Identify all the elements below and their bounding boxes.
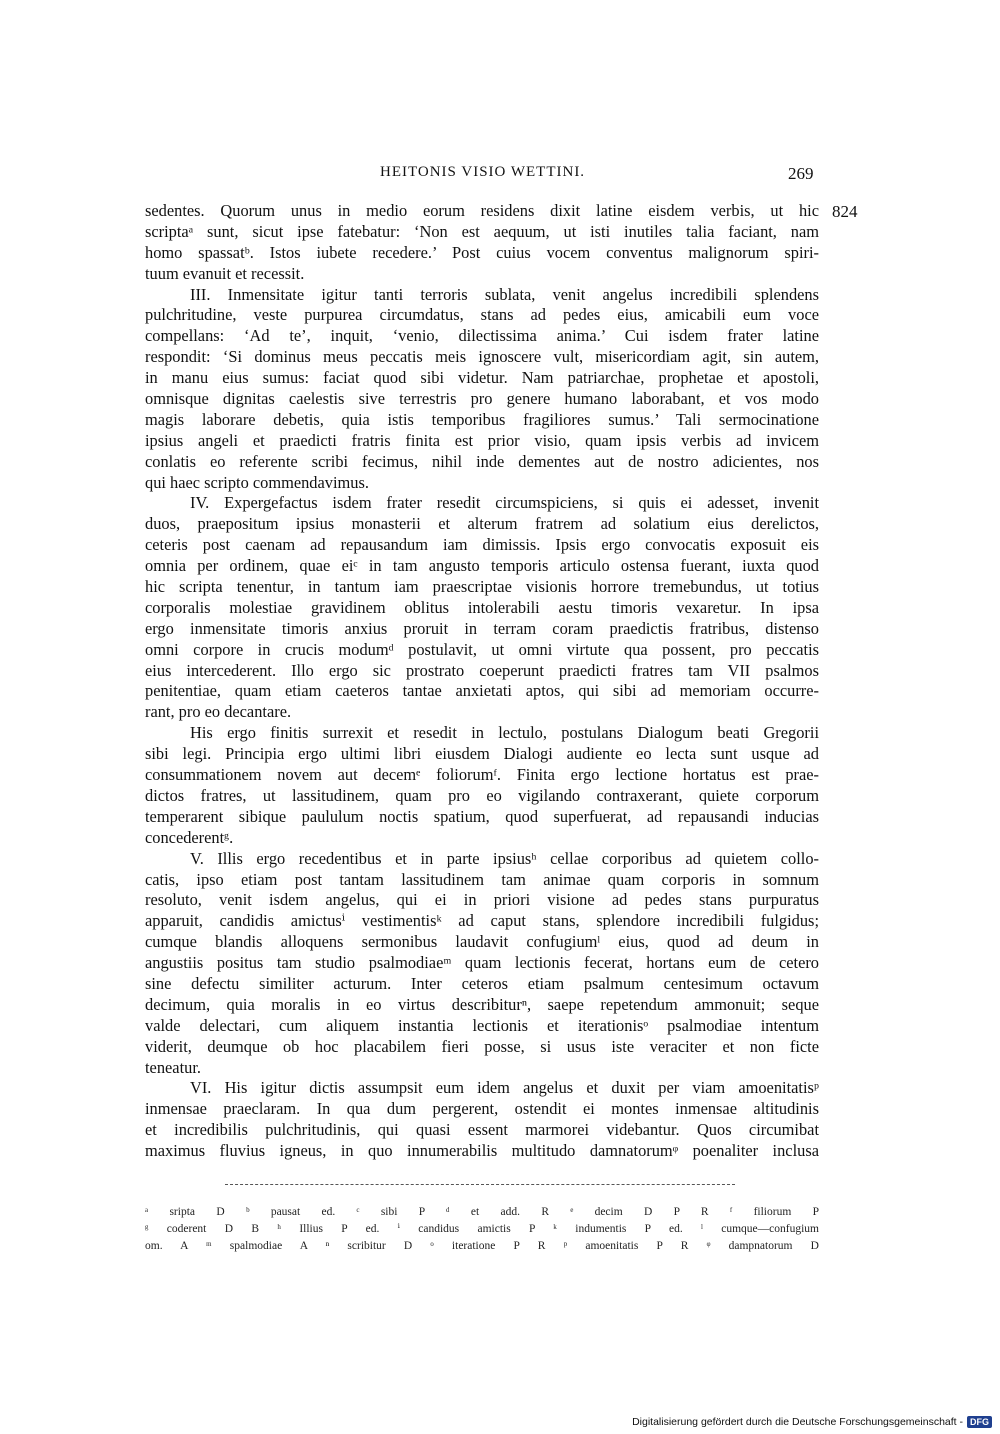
text-line: magis laborare debetis, quia istis temporibus fragiliores sumus.’ Tali sermocinatione — [145, 409, 819, 429]
text-line: catis, ipso etiam post tantam lassitudinem tam animae quam corporis in somnum — [145, 869, 819, 889]
running-head: HEITONIS VISIO WETTINI. — [380, 164, 586, 180]
text-line: teneatur. — [145, 1057, 201, 1077]
text-line: scriptaᵃ sunt, sicut ipse fatebatur: ‘Non est aequum, ut isti inutiles talia faciant, nam — [145, 221, 819, 241]
text-line: III. Inmensitate igitur tanti terroris sublata, venit angelus incredibili splendens — [190, 284, 819, 304]
text-line: dictos fratres, ut lassitudinem, quam pro eo vigilando contraxerant, quiete corporum — [145, 785, 819, 805]
text-line: et incredibilis pulchritudinis, qui quasi essent marmorei videbantur. Quos circumibat — [145, 1120, 819, 1140]
credit-text: Digitalisierung gefördert durch die Deutsche Forschungsgemeinschaft - — [632, 1416, 963, 1428]
margin-number: 824 — [832, 202, 858, 221]
text-line: V. Illis ergo recedentibus et in parte ipsiusʰ cellae corporibus ad quietem collo- — [190, 848, 819, 868]
text-line: inmensae praeclaram. In qua dum pergerent, ostendit ei montes inmensae altitudinis — [145, 1099, 819, 1119]
text-line: omni corpore in crucis modumᵈ postulavit, ut omni virtute qua possent, pro peccatis — [145, 639, 819, 659]
text-line: cumque blandis alloquens sermonibus laudavit confugiumˡ eius, quod ad deum in — [145, 932, 819, 952]
page-number: 269 — [788, 164, 814, 183]
text-line: VI. His igitur dictis assumpsit eum idem angelus et duxit per viam amoenitatisᵖ — [190, 1078, 819, 1098]
text-line: omnia per ordinem, quae eiᶜ in tam angusto temporis articulo ostensa fuerant, iuxta quod — [145, 556, 819, 576]
footnotes — [145, 1204, 819, 1255]
text-line: resoluto, venit isdem angelus, qui ei in priori visione ad pedes stans purpuratus — [145, 890, 819, 910]
text-line: eius intercederent. Illo ergo sic prostrato coeperunt praedicti fratres tam VII psalmos — [145, 660, 819, 680]
text-line: ceteris post caenam ad repausandum iam dimissis. Ipsis ergo convocatis exposuit eis — [145, 535, 819, 555]
dfg-logo-icon: DFG — [967, 1416, 992, 1428]
footnote-line: ᵍ coderent D B ʰ Illius P ed. ⁱ candidus amictis P ᵏ indumentis P ed. ˡ cumque—confugium — [145, 1223, 819, 1235]
footnote-rule — [225, 1184, 735, 1185]
text-line: decimum, quia moralis in eo virtus describiturⁿ, saepe repetendum ammonuit; seque — [145, 994, 819, 1014]
text-line: tuum evanuit et recessit. — [145, 263, 305, 283]
text-line: omnisque dignitas caelestis sive terrestris pro genere humano laborabant, et vos modo — [145, 389, 819, 409]
text-line: in manu eius sumus: faciat quod sibi videtur. Nam patriarchae, prophetae et apostoli, — [145, 368, 819, 388]
text-line: His ergo finitis surrexit et resedit in lectulo, postulans Dialogum beati Gregorii — [190, 723, 819, 743]
text-line: sibi legi. Principia ergo ultimi libri eiusdem Dialogi audiente eo lecta sunt usque ad — [145, 744, 819, 764]
text-line: respondit: ‘Si dominus meus peccatis meis ignoscere vult, misericordiam agit, sin autem, — [145, 347, 819, 367]
text-line: penitentiae, quam etiam caeteros tantae anxietati aptos, qui sibi ad memoriam occurre- — [145, 681, 819, 701]
text-line: valde delectari, cum aliquem instantia lectionis et iterationisᵒ psalmodiae intentum — [145, 1015, 819, 1035]
text-line: concederentᵍ. — [145, 827, 234, 847]
text-line: corporalis molestiae gravidinem oblitus intolerabili aestu timoris vexaretur. In ipsa — [145, 597, 819, 617]
text-line: duos, praepositum ipsius monasterii et alterum fratrem ad solatium eius derelictos, — [145, 514, 819, 534]
text-line: apparuit, candidis amictusⁱ vestimentisᵏ ad caput stans, splendore incredibili fulgidus; — [145, 911, 819, 931]
digitization-credit — [632, 1416, 992, 1428]
footnote-line: om. A ᵐ spalmodiae A ⁿ scribitur D ᵒ iteratione P R ᵖ amoenitatis P R ᵠ dampnatorum D — [145, 1240, 819, 1252]
text-line: IV. Expergefactus isdem frater resedit circumspiciens, si quis ei adesset, invenit — [190, 493, 819, 513]
text-line: viderit, deumque ob hoc placabilem fieri posse, si usus iste veraciter et non ficte — [145, 1036, 819, 1056]
text-line: sine defectu similiter acturum. Inter ceteros etiam psalmum centesimum octavum — [145, 973, 819, 993]
text-line: angustiis positus tam studio psalmodiaeᵐ quam lectionis fecerat, hortans eum de cetero — [145, 953, 819, 973]
text-line: ipsius angeli et praedicti fratris finita est prior visio, quam ipsis verbis ad invicem — [145, 430, 819, 450]
text-line: temperarent sibique paululum noctis spatium, quod superfuerat, ad repausandi inducias — [145, 806, 819, 826]
text-line: homo spassatᵇ. Istos iubete recedere.’ Post cuius vocem conventus malignorum spiri- — [145, 242, 819, 262]
text-line: consummationem novem aut decemᵉ foliorumᶠ. Finita ergo lectione hortatus est prae- — [145, 765, 819, 785]
text-line: compellans: ‘Ad te’, inquit, ‘venio, dilectissima anima.’ Cui isdem frater latine — [145, 326, 819, 346]
text-line: ergo inmensitate timoris anxius proruit in terram coram praedictis fratribus, distenso — [145, 618, 819, 638]
text-line: sedentes. Quorum unus in medio eorum residens dixit latine eisdem verbis, ut hic — [145, 201, 819, 220]
text-line: maximus fluvius igneus, in quo innumerabilis multitudo damnatorumᵠ poenaliter inclusa — [145, 1141, 819, 1161]
text-line: qui haec scripto commendavimus. — [145, 472, 369, 492]
body-text — [145, 201, 819, 1162]
text-line: pulchritudine, veste purpurea circumdatus, stans ad pedes eius, amicabili eum voce — [145, 305, 819, 325]
text-line: rant, pro eo decantare. — [145, 702, 292, 722]
text-line: conlatis eo referente scribi fecimus, nihil inde dementes aut de nostro adicientes, nos — [145, 451, 819, 471]
footnote-line: ᵃ sripta D ᵇ pausat ed. ᶜ sibi P ᵈ et add. R ᵉ decim D P R ᶠ filiorum P — [145, 1206, 819, 1218]
text-line: hic scripta tenentur, in tantum iam praescriptae visionis horrore tremebundus, ut totius — [145, 577, 819, 597]
